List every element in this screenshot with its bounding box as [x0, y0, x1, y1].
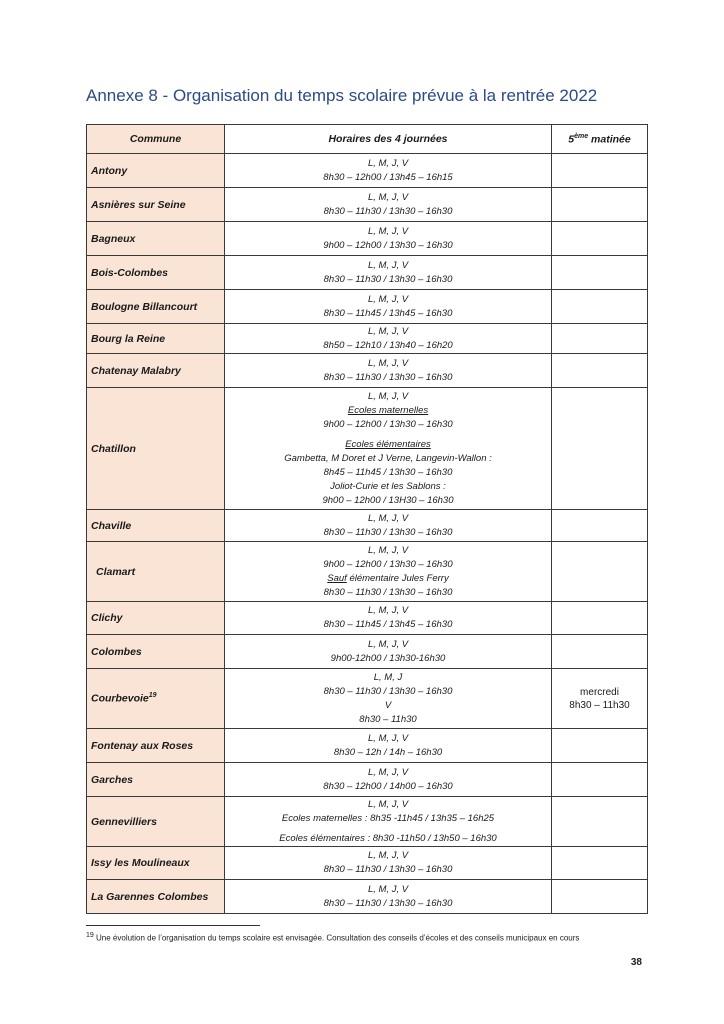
matinee-cell [552, 847, 648, 880]
commune-cell: Colombes [87, 635, 225, 669]
table-row [87, 542, 648, 602]
horaires-cell: L, M, J, V 8h30 – 12h00 / 14h00 – 16h30 [225, 763, 552, 797]
horaires-cell: L, M, J, V 9h00 – 12h00 / 13h30 – 16h30 [225, 222, 552, 256]
table-row [87, 290, 648, 324]
matinee-cell [552, 324, 648, 354]
page-title: Annexe 8 - Organisation du temps scolaire prévue à la rentrée 2022 [86, 86, 598, 105]
horaires-cell: L, M, J, V 8h30 – 11h30 / 13h30 – 16h30 [225, 880, 552, 914]
page-number: 38 [630, 957, 642, 968]
header-horaires: Horaires des 4 journées [225, 125, 552, 154]
horaires-cell: L, M, J, V 8h30 – 12h / 14h – 16h30 [225, 729, 552, 763]
table-row [87, 256, 648, 290]
table-row [87, 188, 648, 222]
table-row [87, 602, 648, 635]
commune-cell: Gennevilliers [87, 797, 225, 847]
matinee-cell [552, 354, 648, 388]
table-row [87, 669, 648, 729]
matinee-cell [552, 729, 648, 763]
footnote [86, 931, 646, 944]
matinee-cell [552, 154, 648, 188]
commune-cell: Chatillon [87, 388, 225, 510]
commune-cell: Bourg la Reine [87, 324, 225, 354]
matinee-cell [552, 290, 648, 324]
table-row [87, 763, 648, 797]
matinee-cell: mercredi 8h30 – 11h30 [552, 669, 648, 729]
matinee-cell [552, 542, 648, 602]
table-row [87, 729, 648, 763]
horaires-cell: L, M, J, V Ecoles maternelles : 8h35 -11h45 / 13h35 – 16h25 Ecoles élémentaires : 8h30 -11h50 / 13h50 – 16h30 [225, 797, 552, 847]
footnote-text: Une évolution de l’organisation du temps scolaire est envisagée. Consultation des conseils d’écoles et des conseils municipaux en cours [93, 933, 580, 943]
table-row [87, 388, 648, 510]
horaires-cell: L, M, J, V 8h30 – 12h00 / 13h45 – 16h15 [225, 154, 552, 188]
table-row [87, 324, 648, 354]
table-row [87, 222, 648, 256]
matinee-cell [552, 797, 648, 847]
header-matinee: 5ème matinée [552, 125, 648, 154]
horaires-cell: L, M, J 8h30 – 11h30 / 13h30 – 16h30 V 8h30 – 11h30 [225, 669, 552, 729]
matinee-cell [552, 763, 648, 797]
matinee-cell [552, 880, 648, 914]
horaires-cell: L, M, J, V 8h50 – 12h10 / 13h40 – 16h20 [225, 324, 552, 354]
table-row [87, 354, 648, 388]
table-row [87, 880, 648, 914]
table-row [87, 797, 648, 847]
commune-cell: Bagneux [87, 222, 225, 256]
commune-cell: Garches [87, 763, 225, 797]
commune-cell: Chatenay Malabry [87, 354, 225, 388]
matinee-cell [552, 256, 648, 290]
horaires-cell: L, M, J, V 8h30 – 11h30 / 13h30 – 16h30 [225, 847, 552, 880]
header-commune: Commune [87, 125, 225, 154]
horaires-cell: L, M, J, V 8h30 – 11h30 / 13h30 – 16h30 [225, 188, 552, 222]
commune-cell: Courbevoie$^{19}$ [87, 669, 225, 729]
horaires-cell: L, M, J, V Ecoles maternelles 9h00 – 12h00 / 13h30 – 16h30 Ecoles élémentaires Gambetta, M Doret et J Verne, Langevin-Wallon : 8h45 – 11h45 / 13h30 – 16h30 Joliot-Curie et les Sablons : 9h00 – 12h00 / 13H30 – 16h30 [225, 388, 552, 510]
commune-cell: Clichy [87, 602, 225, 635]
commune-cell: Asnières sur Seine [87, 188, 225, 222]
commune-cell: Clamart [87, 542, 225, 602]
horaires-cell: L, M, J, V 8h30 – 11h30 / 13h30 – 16h30 [225, 354, 552, 388]
matinee-cell [552, 188, 648, 222]
commune-cell: La Garennes Colombes [87, 880, 225, 914]
commune-cell: Antony [87, 154, 225, 188]
horaires-cell: L, M, J, V 9h00-12h00 / 13h30-16h30 [225, 635, 552, 669]
horaires-cell: L, M, J, V 9h00 – 12h00 / 13h30 – 16h30 Sauf élémentaire Jules Ferry 8h30 – 11h30 / 13h30 – 16h30 [225, 542, 552, 602]
matinee-cell [552, 388, 648, 510]
horaires-cell: L, M, J, V 8h30 – 11h30 / 13h30 – 16h30 [225, 256, 552, 290]
commune-cell: Fontenay aux Roses [87, 729, 225, 763]
footnote-ref: 19 [148, 692, 157, 700]
matinee-cell [552, 635, 648, 669]
table-row [87, 635, 648, 669]
horaires-cell: L, M, J, V 8h30 – 11h30 / 13h30 – 16h30 [225, 510, 552, 542]
commune-cell: Bois-Colombes [87, 256, 225, 290]
commune-cell: Chaville [87, 510, 225, 542]
table-row [87, 510, 648, 542]
footnote-divider [86, 925, 260, 926]
commune-cell: Issy les Moulineaux [87, 847, 225, 880]
matinee-cell [552, 602, 648, 635]
footnote-number: 19 [86, 932, 94, 939]
horaires-cell: L, M, J, V 8h30 – 11h45 / 13h45 – 16h30 [225, 602, 552, 635]
matinee-cell [552, 510, 648, 542]
table-header-row [87, 125, 648, 154]
schedule-table [86, 124, 648, 914]
matinee-cell [552, 222, 648, 256]
commune-cell: Boulogne Billancourt [87, 290, 225, 324]
table-row [87, 847, 648, 880]
table-row [87, 154, 648, 188]
horaires-cell: L, M, J, V 8h30 – 11h45 / 13h45 – 16h30 [225, 290, 552, 324]
